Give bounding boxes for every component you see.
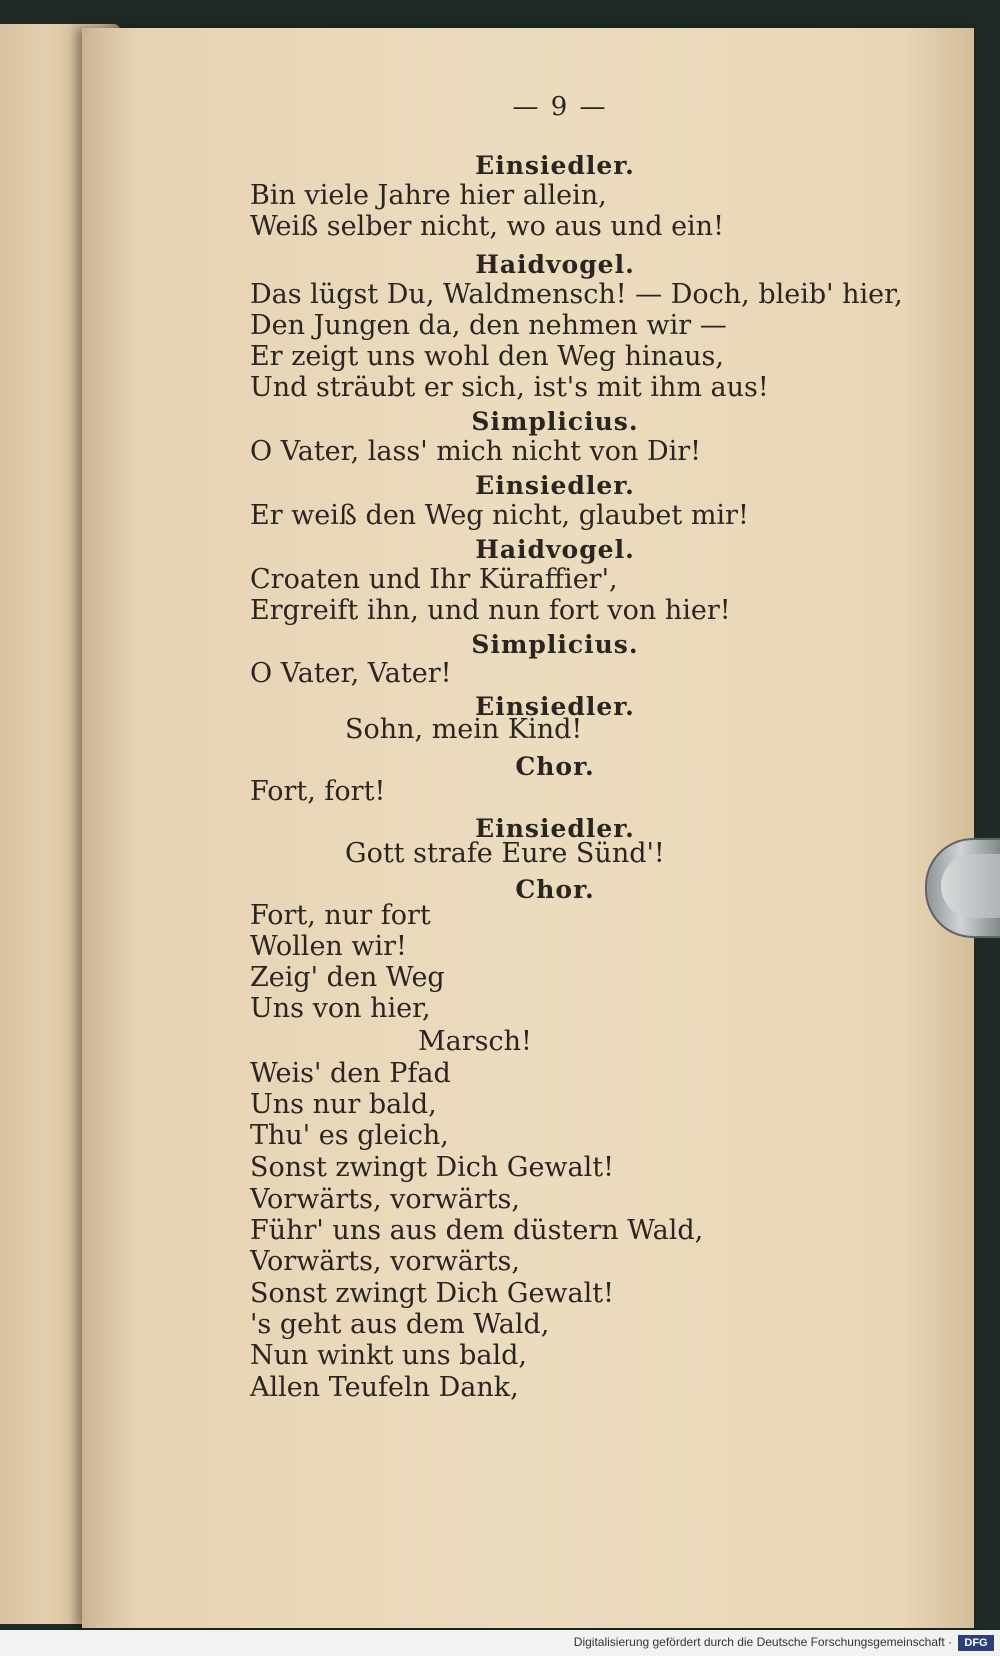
verse-line: Führ' uns aus dem düstern Wald, [250, 1215, 704, 1246]
verse-line: Weiß selber nicht, wo aus und ein! [250, 211, 724, 242]
verse-line: Uns von hier, [250, 993, 431, 1024]
verse-line: Wollen wir! [250, 931, 407, 962]
verse-line: O Vater, Vater! [250, 658, 452, 689]
speaker-label: Haidvogel. [475, 535, 635, 564]
verse-line: Allen Teufeln Dank, [250, 1372, 519, 1403]
speaker-label: Einsiedler. [475, 471, 635, 500]
verse-line: Fort, nur fort [250, 900, 431, 931]
verse-line: Und sträubt er sich, ist's mit ihm aus! [250, 372, 769, 403]
speaker-label: Chor. [515, 752, 595, 781]
verse-line: 's geht aus dem Wald, [250, 1309, 550, 1340]
verse-line: O Vater, lass' mich nicht von Dir! [250, 436, 702, 467]
verse-line: Fort, fort! [250, 776, 386, 807]
verse-line: Sonst zwingt Dich Gewalt! [250, 1278, 614, 1309]
speaker-label: Einsiedler. [475, 814, 635, 843]
speaker-label: Simplicius. [471, 407, 639, 436]
page-number: — 9 — [512, 92, 608, 122]
verse-line: Den Jungen da, den nehmen wir — [250, 310, 727, 341]
verse-line: Croaten und Ihr Küraffier', [250, 564, 618, 595]
verse-line: Das lügst Du, Waldmensch! — Doch, bleib' hier, [250, 279, 903, 310]
funding-notice: Digitalisierung gefördert durch die Deutsche Forschungsgemeinschaft · [573, 1635, 952, 1649]
verse-line: Sohn, mein Kind! [345, 714, 583, 745]
verse-line: Thu' es gleich, [250, 1120, 449, 1151]
verse-line: Vorwärts, vorwärts, [250, 1184, 520, 1215]
speaker-label: Simplicius. [471, 630, 639, 659]
verse-line: Ergreift ihn, und nun fort von hier! [250, 595, 731, 626]
verse-line: Vorwärts, vorwärts, [250, 1246, 520, 1277]
speaker-label: Einsiedler. [475, 692, 635, 721]
speaker-label: Haidvogel. [475, 250, 635, 279]
footer-bar [0, 1630, 1000, 1656]
verse-line: Marsch! [418, 1026, 532, 1057]
speaker-label: Einsiedler. [475, 151, 635, 180]
verse-line: Er weiß den Weg nicht, glaubet mir! [250, 500, 749, 531]
verse-line: Gott strafe Eure Sünd'! [345, 838, 665, 869]
verse-line: Er zeigt uns wohl den Weg hinaus, [250, 341, 724, 372]
verse-line: Nun winkt uns bald, [250, 1340, 528, 1371]
verse-line: Sonst zwingt Dich Gewalt! [250, 1152, 614, 1183]
speaker-label: Chor. [515, 875, 595, 904]
dfg-logo: DFG [958, 1635, 994, 1651]
verse-line: Bin viele Jahre hier allein, [250, 180, 607, 211]
verse-line: Weis' den Pfad [250, 1058, 451, 1089]
verse-line: Uns nur bald, [250, 1089, 437, 1120]
verse-line: Zeig' den Weg [250, 962, 445, 993]
